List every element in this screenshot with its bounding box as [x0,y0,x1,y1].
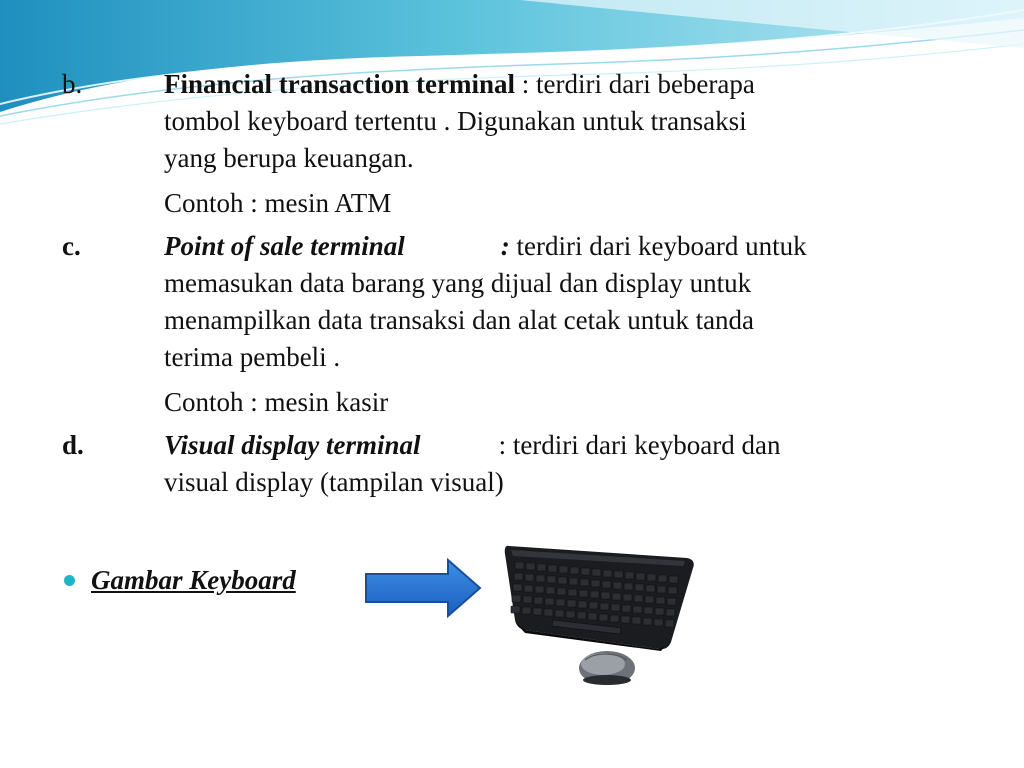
list-marker: c. [62,231,81,261]
item-text [164,427,982,501]
list-marker: b. [62,69,83,99]
description-line: terdiri dari keyboard untuk [509,231,807,261]
description-line: : terdiri dari keyboard dan [498,430,781,460]
description-line: memasukan data barang yang dijual dan display untuk [164,268,752,298]
item-text [164,228,982,376]
item-text [164,66,982,177]
term-visual-display-terminal: Visual display terminal [164,430,421,460]
example-line: Contoh : mesin ATM [164,188,392,218]
bullet-dot-icon [64,575,75,586]
arrow-right-icon [364,558,482,618]
bullet-label: Gambar Keyboard [91,565,296,595]
keyboard-mouse-photo [495,530,700,700]
description-line: terdiri dari beberapa [536,69,755,99]
separator: : [514,69,536,99]
term-financial-transaction-terminal: Financial transaction terminal [164,69,515,99]
list-item-b [62,66,982,222]
description-line: visual display (tampilan visual) [164,467,504,497]
description-line: tombol keyboard tertentu . Digunakan untuk transaksi [164,106,747,136]
list-marker: d. [62,430,84,460]
example-line: Contoh : mesin kasir [164,387,389,417]
description-line: menampilkan data transaksi dan alat cetak untuk tanda [164,305,755,335]
term-point-of-sale-terminal: Point of sale terminal [164,231,405,261]
description-line: yang berupa keuangan. [164,143,414,173]
slide-body [62,66,982,501]
separator: : [500,231,510,261]
description-line: terima pembeli . [164,342,341,372]
bullet-gambar-keyboard [64,562,296,599]
list-item-c [62,228,982,421]
list-item-d [62,427,982,501]
